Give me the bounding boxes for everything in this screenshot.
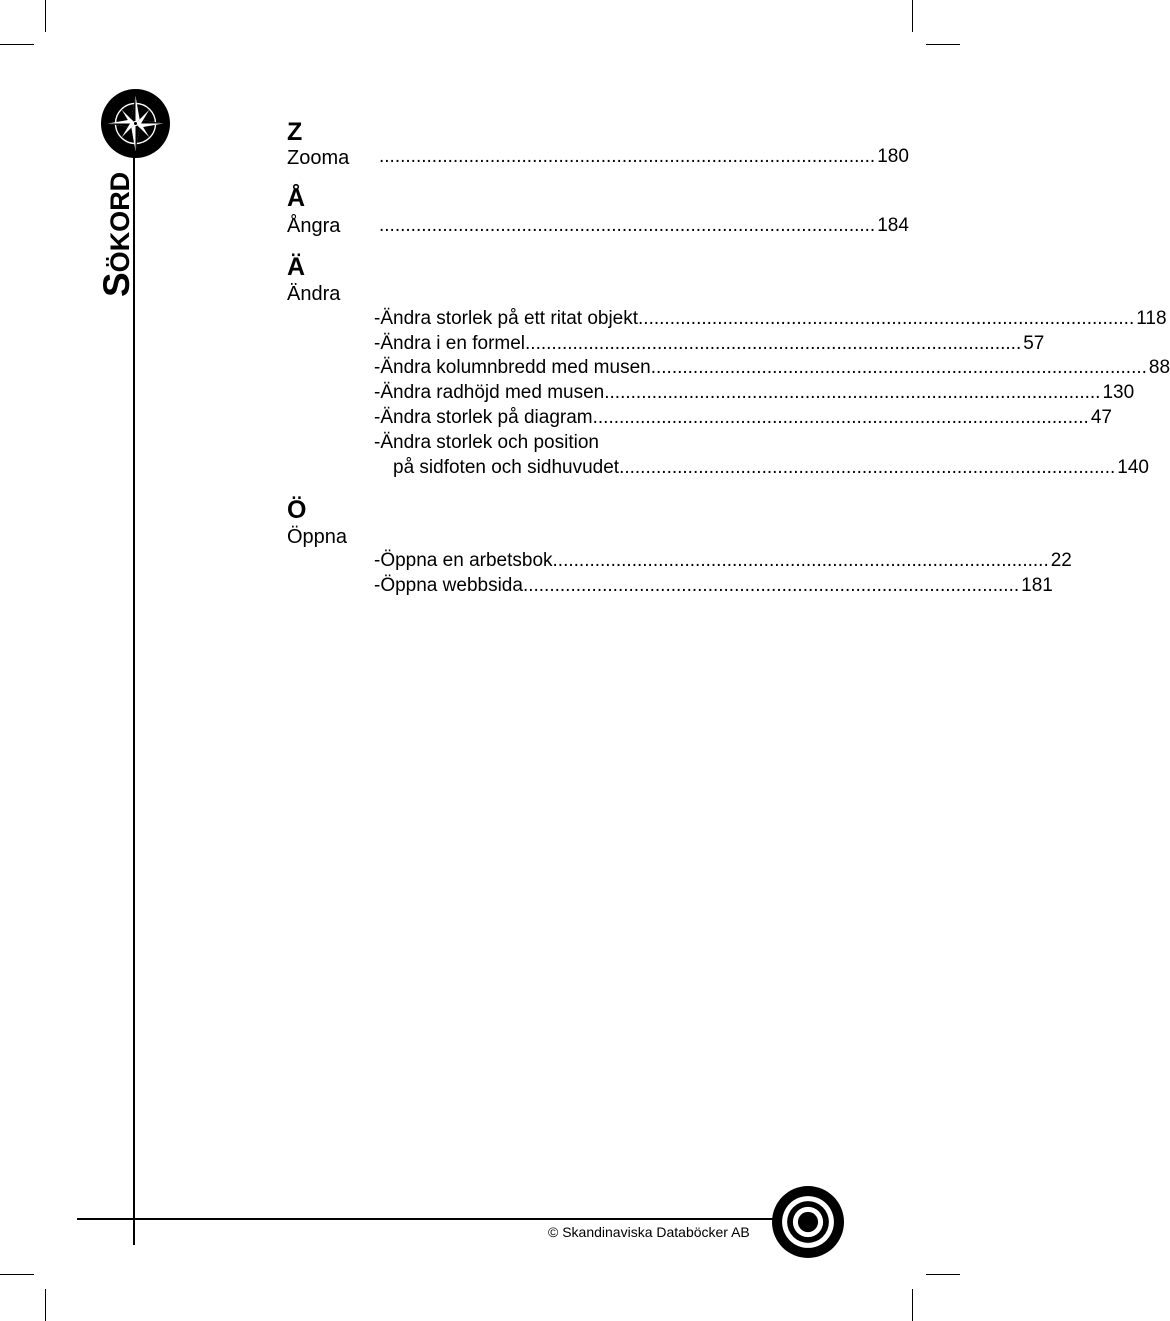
dot-leader: .............................................................................................. — [604, 382, 1101, 403]
page-number: 140 — [1117, 457, 1149, 478]
entry-text: -Öppna webbsida — [374, 575, 523, 596]
page-number: 57 — [1023, 333, 1045, 354]
index-entry — [379, 145, 909, 169]
entry-text-continued: på sidfoten och sidhuvudet — [393, 457, 620, 478]
dot-leader: .............................................................................................. — [522, 575, 1020, 596]
page-number: 130 — [1102, 382, 1135, 403]
index-word: Ändra — [287, 283, 341, 305]
crop-mark — [0, 44, 34, 45]
crop-mark — [45, 1289, 46, 1321]
index-word: Ångra — [287, 215, 341, 237]
entry-text: -Ändra kolumnbredd med musen — [374, 357, 651, 378]
index-entry — [374, 406, 1112, 430]
index-entry — [393, 456, 1149, 480]
page-number: 118 — [1136, 308, 1167, 329]
crop-mark — [45, 0, 46, 32]
index-entry — [374, 574, 1053, 598]
target-icon — [772, 1186, 844, 1258]
dot-leader: .............................................................................................. — [379, 215, 876, 236]
index-entry — [374, 332, 1045, 356]
index-entry — [379, 214, 909, 238]
copyright-notice: © Skandinaviska Databöcker AB — [548, 1224, 750, 1240]
crop-mark — [926, 1274, 960, 1275]
page-number: 22 — [1050, 550, 1072, 571]
index-entry — [374, 356, 1170, 380]
dot-leader: .............................................................................................. — [638, 308, 1135, 329]
index-letter: Ö — [287, 496, 307, 524]
page-number: 181 — [1021, 575, 1053, 596]
crop-mark — [926, 44, 960, 45]
footer-rule — [77, 1218, 777, 1220]
section-title — [98, 172, 135, 297]
section-title-initial: S — [96, 272, 137, 297]
page-number: 47 — [1090, 407, 1112, 428]
crop-mark — [912, 0, 913, 32]
page-number: 180 — [877, 146, 909, 167]
dot-leader: .............................................................................................. — [552, 550, 1049, 571]
entry-text: -Öppna en arbetsbok — [374, 550, 553, 571]
index-word: Öppna — [287, 526, 348, 548]
entry-text: -Ändra i en formel — [374, 333, 526, 354]
index-entry — [374, 549, 1072, 573]
index-letter: Å — [287, 184, 306, 212]
compass-icon — [101, 89, 170, 158]
crop-mark — [912, 1289, 913, 1321]
entry-text: -Ändra storlek och position — [374, 432, 599, 453]
entry-text: -Ändra storlek på ett ritat objekt — [374, 308, 639, 329]
dot-leader: .............................................................................................. — [592, 407, 1089, 428]
page-number: 88 — [1148, 357, 1170, 378]
dot-leader: .............................................................................................. — [379, 146, 876, 167]
index-entry — [374, 381, 1135, 405]
entry-text: -Ändra radhöjd med musen — [374, 382, 605, 403]
page-number: 184 — [877, 215, 909, 236]
index-word: Zooma — [287, 147, 350, 169]
index-letter: Ä — [287, 253, 306, 281]
dot-leader: .............................................................................................. — [525, 333, 1022, 354]
section-title-rest: ÖKORD — [105, 171, 135, 273]
index-letter: Z — [287, 118, 303, 146]
dot-leader: .............................................................................................. — [619, 457, 1116, 478]
crop-mark — [0, 1274, 34, 1275]
dot-leader: .............................................................................................. — [650, 357, 1147, 378]
index-entry — [374, 307, 1167, 331]
entry-text: -Ändra storlek på diagram — [374, 407, 593, 428]
